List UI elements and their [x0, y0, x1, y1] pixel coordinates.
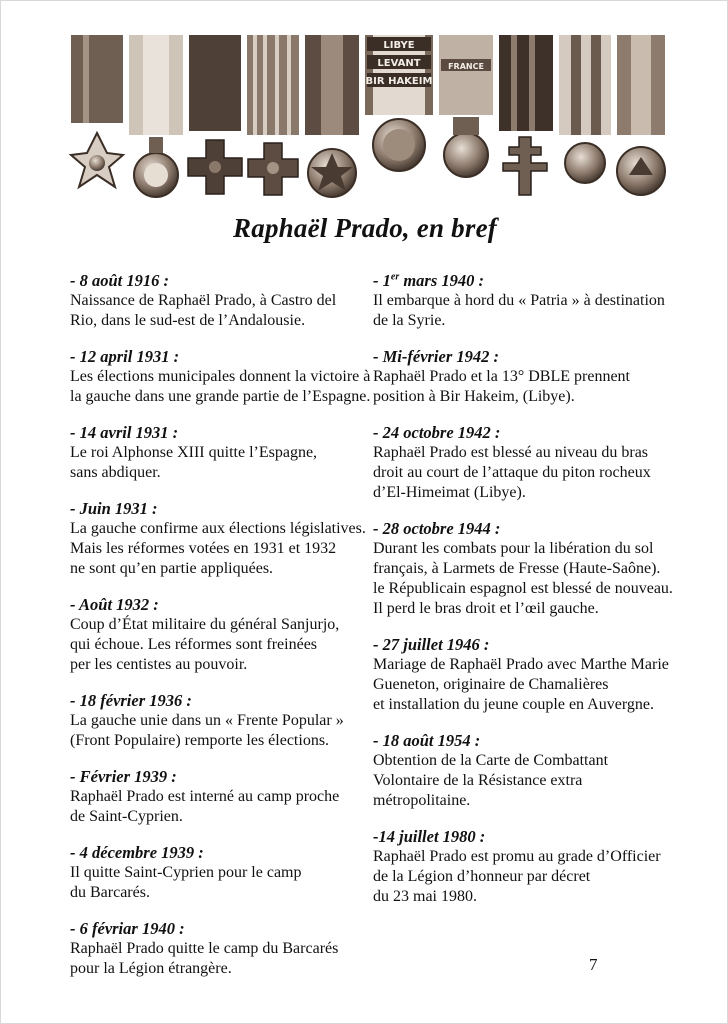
entry-date: [373, 271, 673, 291]
entry-text: Gueneton, originaire de Chamalières: [373, 676, 609, 693]
clasp-bir-hakeim: BIR HAKEIM: [365, 76, 433, 87]
entry-text: qui échoue. Les réformes sont freinées: [70, 636, 318, 653]
entry-text: (Front Populaire) remporte les élections.: [70, 732, 330, 749]
timeline-entry: [373, 271, 673, 331]
timeline-right-column: [373, 271, 673, 923]
entry-date: - Février 1939 :: [70, 767, 177, 786]
entry-date-prefix: - 1: [373, 271, 391, 290]
entry-date: - 14 avril 1931 :: [70, 423, 179, 442]
entry-text: Raphaël Prado est interné au camp proche: [70, 788, 340, 805]
entry-text: Raphaël Prado est promu au grade d’Officier: [373, 848, 661, 865]
entry-date: - 8 août 1916 :: [70, 271, 169, 290]
entry-text: Naissance de Raphaël Prado, à Castro del: [70, 292, 337, 309]
page-number: 7: [589, 955, 598, 974]
timeline-entry: [70, 767, 370, 827]
entry-text: Il quitte Saint-Cyprien pour le camp: [70, 864, 302, 881]
timeline-entry: [373, 731, 673, 811]
entry-text: du 23 mai 1980.: [373, 888, 477, 905]
entry-text: per les centistes au pouvoir.: [70, 656, 248, 673]
entry-text: Obtention de la Carte de Combattant: [373, 752, 609, 769]
entry-text: Mais les réformes votées en 1931 et 1932: [70, 540, 337, 557]
entry-date: - 28 octobre 1944 :: [373, 519, 501, 538]
entry-date: - Août 1932 :: [70, 595, 159, 614]
entry-text: et installation du jeune couple en Auvergne.: [373, 696, 654, 713]
entry-date-suffix: mars 1940 :: [399, 271, 485, 290]
entry-date: - 12 april 1931 :: [70, 347, 180, 366]
entry-date: -14 juillet 1980 :: [373, 827, 486, 846]
entry-text: d’El-Himeimat (Libye).: [373, 484, 526, 501]
timeline-entry: [70, 347, 370, 407]
entry-text: pour la Légion étrangère.: [70, 960, 232, 977]
entry-text: position à Bir Hakeim, (Libye).: [373, 388, 575, 405]
entry-date: - 18 février 1936 :: [70, 691, 192, 710]
entry-text: le Républicain espagnol est blessé de nouveau.: [373, 580, 673, 597]
timeline-entry: [70, 919, 370, 979]
entry-text: Mariage de Raphaël Prado avec Marthe Marie: [373, 656, 669, 673]
entry-text: métropolitaine.: [373, 792, 471, 809]
timeline-entry: [373, 827, 673, 907]
entry-date: - 6 févriar 1940 :: [70, 919, 185, 938]
entry-text: La gauche unie dans un « Frente Popular »: [70, 712, 344, 729]
entry-date: - 27 juillet 1946 :: [373, 635, 490, 654]
entry-text: Raphaël Prado quitte le camp du Barcarés: [70, 940, 339, 957]
entry-text: français, à Larmets de Fresse (Haute-Saône).: [373, 560, 661, 577]
timeline-entry: [373, 635, 673, 715]
entry-text: la gauche dans une grande partie de l’Espagne.: [70, 388, 371, 405]
entry-text: Durant les combats pour la libération du sol: [373, 540, 654, 557]
entry-text: ne sont qu’en partie appliquées.: [70, 560, 274, 577]
entry-date: - Juin 1931 :: [70, 499, 158, 518]
clasp-levant: LEVANT: [377, 58, 421, 69]
entry-text: Les élections municipales donnent la victoire à: [70, 368, 371, 385]
timeline-entry: [70, 499, 370, 579]
entry-text: de la Syrie.: [373, 312, 446, 329]
timeline-entry: [70, 271, 370, 331]
clasp-libye: LIBYE: [383, 40, 415, 51]
entry-text: Il perd le bras droit et l’œil gauche.: [373, 600, 599, 617]
timeline-entry: [373, 519, 673, 619]
entry-text: Rio, dans le sud-est de l’Andalousie.: [70, 312, 306, 329]
entry-date-superscript: er: [390, 271, 400, 283]
timeline-entry: [373, 423, 673, 503]
timeline-entry: [70, 843, 370, 903]
entry-date: - Mi-février 1942 :: [373, 347, 500, 366]
entry-date: - 18 août 1954 :: [373, 731, 481, 750]
timeline-entry: [70, 691, 370, 751]
timeline-entry: [373, 347, 673, 407]
entry-text: Le roi Alphonse XIII quitte l’Espagne,: [70, 444, 318, 461]
entry-text: de Saint-Cyprien.: [70, 808, 183, 825]
entry-text: sans abdiquer.: [70, 464, 161, 481]
entry-text: Raphaël Prado est blessé au niveau du bras: [373, 444, 649, 461]
timeline-entry: [70, 595, 370, 675]
entry-text: du Barcarés.: [70, 884, 150, 901]
entry-text: droit au court de l’attaque du piton rocheux: [373, 464, 651, 481]
medals-banner-image: [63, 25, 667, 215]
entry-text: Raphaël Prado et la 13° DBLE prennent: [373, 368, 630, 385]
entry-text: La gauche confirme aux élections législatives.: [70, 520, 366, 537]
entry-text: Il embarque à hord du « Patria » à destination: [373, 292, 665, 309]
entry-text: Volontaire de la Résistance extra: [373, 772, 583, 789]
entry-date: - 4 décembre 1939 :: [70, 843, 204, 862]
clasp-france: FRANCE: [448, 62, 484, 71]
page-title: Raphaël Prado, en bref: [233, 213, 497, 243]
entry-text: Coup d’État militaire du général Sanjurjo,: [70, 616, 340, 633]
entry-text: de la Légion d’honneur par décret: [373, 868, 591, 885]
timeline-entry: [70, 423, 370, 483]
timeline-left-column: [70, 271, 370, 995]
entry-date: - 24 octobre 1942 :: [373, 423, 501, 442]
